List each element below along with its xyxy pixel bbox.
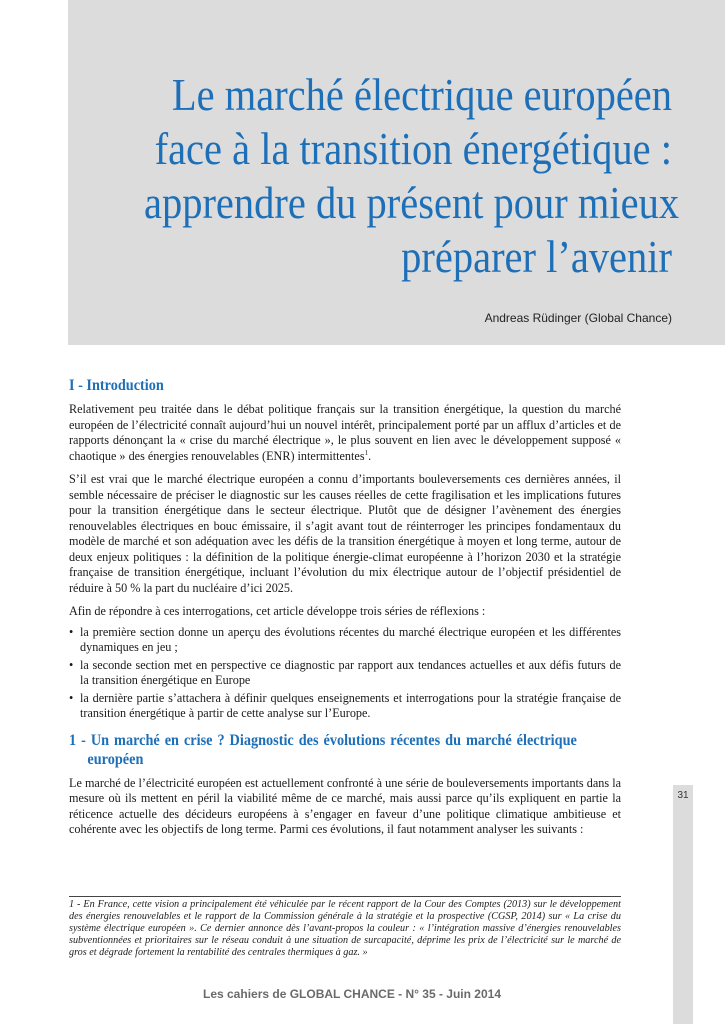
intro-paragraph-1 bbox=[69, 402, 621, 464]
reflection-list bbox=[69, 625, 621, 722]
bullet-icon: • bbox=[69, 657, 74, 672]
title-line: Le marché électrique européen bbox=[171, 69, 672, 120]
list-item-text: la première section donne un aperçu des évolutions récentes du marché électrique européen et les différentes dynamiques en jeu ; bbox=[80, 624, 621, 654]
title-line: préparer l’avenir bbox=[401, 231, 672, 282]
title-line: face à la transition énergétique : bbox=[154, 123, 673, 174]
footnote: 1 - En France, cette vision a principalement été véhiculée par le récent rapport de la Cour des Comptes (2013) sur le développement des énergies renouvelables et le rapport de la Commission générale à la stratégie et la prospective (CGSP, 2014) sur « La crise du système électrique européen ». Ce dernier annonce dès l’avant-propos la couleur : « l’intégration massive d’énergies renouvelables subventionnées et prioritaires sur le réseau conduit à une situation de surcapacité, déprime les prix de l’électricité sur le marché de gros et dégrade fortement la rentabilité des centrales thermiques à gaz. » bbox=[69, 899, 621, 958]
bullet-icon: • bbox=[69, 624, 74, 639]
title-line: apprendre du présent pour mieux bbox=[144, 177, 680, 228]
footnote-ref[interactable]: 1 bbox=[364, 448, 369, 457]
article-body bbox=[69, 376, 621, 846]
bullet-icon: • bbox=[69, 690, 74, 705]
footnote-divider bbox=[69, 896, 621, 897]
list-item-text: la dernière partie s’attachera à définir quelques enseignements et interrogations pour la stratégie française de transition énergétique à partir de cette analyse sur l’Europe. bbox=[80, 690, 621, 720]
intro-paragraph-1-text: Relativement peu traitée dans le débat politique français sur la transition énergétique, la question du marché européen de l’électricité connaît aujourd’hui un nouvel intérêt, principalement porté par un afflux d’articles et de rapports dénonçant la « crise du marché électrique », le plus souvent en lien avec le développement supposé « chaotique » des énergies renouvelables (ENR) intermittentes bbox=[69, 402, 621, 463]
article-title bbox=[144, 68, 680, 284]
list-item-text: la seconde section met en perspective ce diagnostic par rapport aux tendances actuelles et aux défis futurs de la transition énergétique en Europe bbox=[80, 657, 621, 687]
intro-paragraph-1-end: . bbox=[368, 448, 372, 463]
intro-heading: I - Introduction bbox=[69, 377, 164, 394]
section-1-paragraph: Le marché de l’électricité européen est actuellement confronté à une série de bouleversements importants dans la mesure où ils mettent en péril la viabilité même de ce marché, mais aussi parce qu’ils expliquent en partie la réticence actuelle des décideurs européens à s’engager en faveur d’une politique climatique ambitieuse et cohérente avec les objectifs de long terme. Parmi ces évolutions, il faut notamment analyser les suivants : bbox=[69, 775, 621, 836]
page-side-strip bbox=[673, 785, 693, 1024]
list-item bbox=[69, 658, 621, 689]
section-1-heading: 1 - Un marché en crise ? Diagnostic des évolutions récentes du marché électrique européen bbox=[69, 731, 577, 768]
author-line: Andreas Rüdinger (Global Chance) bbox=[484, 311, 672, 325]
list-item bbox=[69, 691, 621, 722]
page-footer: Les cahiers de GLOBAL CHANCE - N° 35 - Juin 2014 bbox=[203, 987, 501, 1001]
intro-paragraph-2: S’il est vrai que le marché électrique européen a connu d’importants bouleversements ces dernières années, il semble nécessaire de préciser le diagnostic sur les causes réelles de cette fragilisation et les implications futures pour la transition énergétique dans le secteur électrique. Plutôt que de désigner l’avènement des énergies renouvelables électriques en bouc émissaire, il s’agit avant tout de réinterroger les principes fondamentaux du modèle de marché et son adéquation avec les défis de la transition énergétique à moyen et long terme, autour de deux enjeux politiques : la définition de la politique énergie-climat européenne à l’horizon 2030 et la stratégie française de transition énergétique, incluant l’évolution du mix électrique autour de l’objectif présidentiel de réduire à 50 % la part du nucléaire d’ici 2025. bbox=[69, 472, 621, 595]
list-item bbox=[69, 625, 621, 656]
intro-paragraph-3: Afin de répondre à ces interrogations, cet article développe trois séries de réflexions : bbox=[69, 604, 486, 618]
page-number: 31 bbox=[677, 790, 689, 801]
